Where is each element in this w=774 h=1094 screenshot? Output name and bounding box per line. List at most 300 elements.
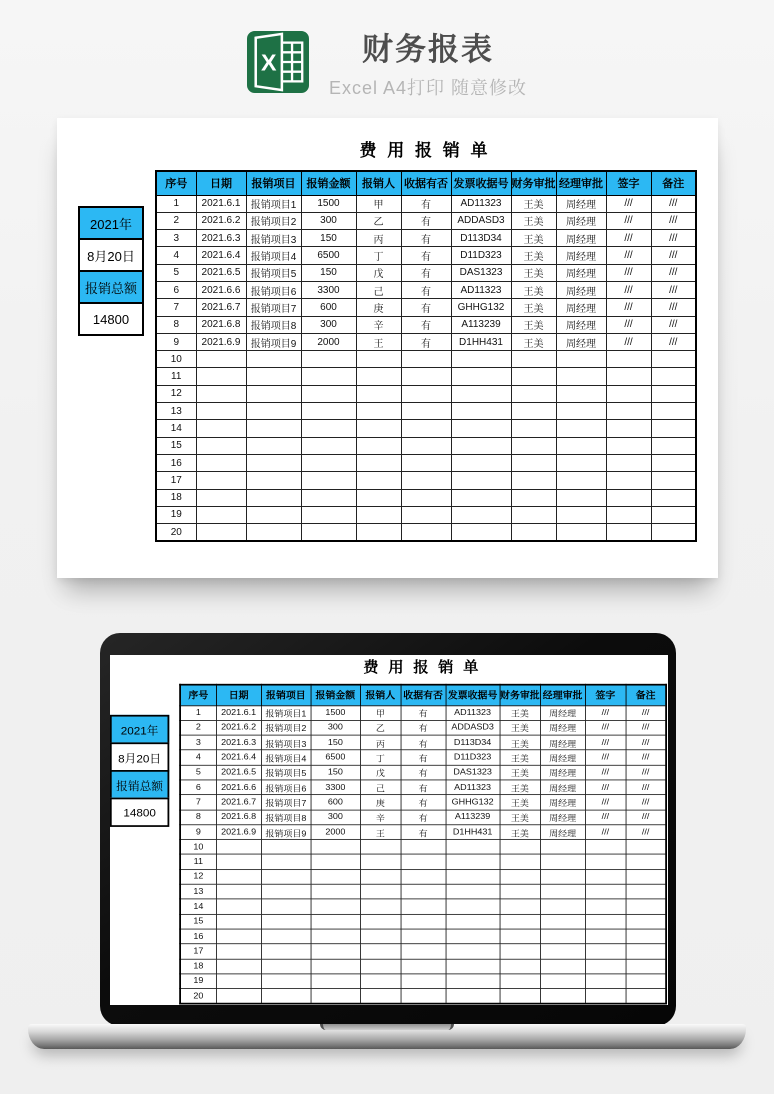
table-row (180, 810, 666, 825)
table-cell (301, 403, 356, 420)
table-cell: 戊 (356, 264, 401, 281)
table-cell: 有 (401, 705, 446, 720)
table-cell: 周经理 (556, 195, 606, 212)
table-cell (606, 368, 651, 385)
table-cell: /// (626, 735, 667, 750)
table-cell: 2000 (311, 825, 361, 840)
table-cell (626, 929, 667, 944)
table-cell: 17 (156, 472, 196, 489)
table-cell (216, 854, 261, 869)
table-cell (606, 385, 651, 402)
table-cell: /// (626, 810, 667, 825)
table-row (156, 368, 696, 385)
table-cell (401, 489, 451, 506)
table-cell: 15 (156, 437, 196, 454)
table-cell (196, 385, 246, 402)
table-cell (246, 437, 301, 454)
table-cell (246, 368, 301, 385)
column-header: 收据有否 (401, 171, 451, 195)
page-subtitle: Excel A4打印 随意修改 (328, 78, 528, 98)
table-cell (556, 472, 606, 489)
table-cell: 有 (401, 230, 451, 247)
table-cell: 有 (401, 212, 451, 229)
summary-panel (110, 715, 169, 827)
table-cell (556, 368, 606, 385)
table-cell (246, 351, 301, 368)
a4-sheet-preview (57, 118, 718, 578)
table-cell (246, 385, 301, 402)
table-cell: 1 (180, 705, 216, 720)
expense-table (179, 684, 667, 1005)
table-cell: /// (606, 195, 651, 212)
table-cell (511, 454, 556, 471)
table-cell (626, 944, 667, 959)
table-row (156, 489, 696, 506)
table-cell: 19 (156, 506, 196, 523)
table-cell: 150 (311, 765, 361, 780)
table-cell (585, 869, 626, 884)
table-cell: 300 (311, 810, 361, 825)
table-cell (556, 437, 606, 454)
table-cell (311, 840, 361, 855)
table-cell: 甲 (356, 195, 401, 212)
table-cell (356, 420, 401, 437)
table-cell: 4 (156, 247, 196, 264)
table-cell: 庚 (360, 795, 401, 810)
table-cell (246, 489, 301, 506)
table-cell (451, 437, 511, 454)
table-cell: 报销项目3 (246, 230, 301, 247)
table-cell (246, 506, 301, 523)
table-cell: 2021.6.2 (216, 720, 261, 735)
column-header: 经理审批 (556, 171, 606, 195)
table-cell (606, 437, 651, 454)
table-cell: 4 (180, 750, 216, 765)
table-cell (216, 914, 261, 929)
table-cell (401, 524, 451, 541)
table-cell: 600 (301, 299, 356, 316)
table-cell (401, 944, 446, 959)
table-cell (446, 929, 500, 944)
table-cell: 2021.6.8 (216, 810, 261, 825)
table-cell: /// (626, 765, 667, 780)
laptop-screen (110, 655, 668, 1005)
table-cell (585, 989, 626, 1004)
summary-panel (78, 206, 144, 336)
table-cell: 王美 (511, 299, 556, 316)
table-cell (401, 884, 446, 899)
table-cell (311, 944, 361, 959)
table-cell: 己 (356, 281, 401, 298)
table-cell (401, 472, 451, 489)
table-cell (301, 420, 356, 437)
table-cell (356, 472, 401, 489)
table-cell: 150 (301, 230, 356, 247)
table-cell (360, 899, 401, 914)
table-cell (500, 914, 541, 929)
table-cell (651, 489, 696, 506)
summary-cell: 14800 (110, 798, 169, 827)
table-cell: 周经理 (540, 765, 585, 780)
table-cell: 辛 (356, 316, 401, 333)
table-cell (585, 854, 626, 869)
table-cell (446, 840, 500, 855)
table-cell: /// (626, 825, 667, 840)
table-cell: /// (606, 333, 651, 350)
table-cell: 丙 (360, 735, 401, 750)
table-cell: 1 (156, 195, 196, 212)
table-cell: 12 (180, 869, 216, 884)
column-header: 报销项目 (246, 171, 301, 195)
table-cell: 2021.6.4 (216, 750, 261, 765)
page-header (0, 24, 774, 100)
table-cell (540, 914, 585, 929)
table-cell (360, 974, 401, 989)
table-cell (651, 506, 696, 523)
table-cell (301, 489, 356, 506)
table-cell (301, 506, 356, 523)
table-cell: 8 (156, 316, 196, 333)
table-cell: 19 (180, 974, 216, 989)
table-cell: 14 (180, 899, 216, 914)
table-cell: 戊 (360, 765, 401, 780)
table-cell: 周经理 (556, 299, 606, 316)
table-cell (216, 974, 261, 989)
table-cell (301, 368, 356, 385)
table-cell (446, 914, 500, 929)
table-cell: 有 (401, 810, 446, 825)
column-header: 日期 (196, 171, 246, 195)
table-cell (360, 944, 401, 959)
table-cell: 2 (156, 212, 196, 229)
table-cell: /// (606, 299, 651, 316)
table-cell (311, 989, 361, 1004)
table-cell: /// (585, 795, 626, 810)
table-cell: 有 (401, 825, 446, 840)
table-cell (311, 959, 361, 974)
table-cell (556, 385, 606, 402)
table-cell (451, 385, 511, 402)
table-cell: 王美 (500, 720, 541, 735)
table-cell: 周经理 (556, 316, 606, 333)
table-cell (500, 989, 541, 1004)
column-header: 报销金额 (311, 685, 361, 706)
table-cell (311, 899, 361, 914)
table-cell: 王美 (500, 825, 541, 840)
table-cell (451, 403, 511, 420)
table-cell: 2021.6.8 (196, 316, 246, 333)
table-cell (626, 869, 667, 884)
table-row (156, 472, 696, 489)
table-row (180, 735, 666, 750)
table-cell (606, 454, 651, 471)
table-cell: 周经理 (556, 333, 606, 350)
table-cell: 2021.6.1 (216, 705, 261, 720)
table-cell (651, 403, 696, 420)
table-cell: 6 (180, 780, 216, 795)
table-cell (556, 524, 606, 541)
table-cell (500, 974, 541, 989)
table-cell: 13 (180, 884, 216, 899)
table-cell: 18 (180, 959, 216, 974)
table-cell: 乙 (356, 212, 401, 229)
table-cell: 王美 (511, 195, 556, 212)
table-cell (401, 899, 446, 914)
table-cell (540, 974, 585, 989)
table-cell: 报销项目5 (246, 264, 301, 281)
table-cell (606, 420, 651, 437)
table-cell (626, 989, 667, 1004)
table-cell (216, 929, 261, 944)
table-cell: 9 (180, 825, 216, 840)
table-cell (585, 959, 626, 974)
table-cell (401, 929, 446, 944)
table-cell (500, 929, 541, 944)
table-cell (261, 989, 311, 1004)
table-cell: 王美 (511, 281, 556, 298)
table-cell: /// (606, 281, 651, 298)
table-cell (360, 989, 401, 1004)
table-cell: 报销项目8 (246, 316, 301, 333)
table-cell: DAS1323 (446, 765, 500, 780)
table-row (156, 420, 696, 437)
table-cell (626, 899, 667, 914)
table-cell (446, 944, 500, 959)
table-cell: 报销项目8 (261, 810, 311, 825)
table-cell (216, 899, 261, 914)
table-cell: 报销项目1 (261, 705, 311, 720)
table-cell: 庚 (356, 299, 401, 316)
table-cell (511, 385, 556, 402)
table-cell (540, 929, 585, 944)
laptop-base (28, 1024, 746, 1049)
table-cell (585, 914, 626, 929)
table-cell: 王美 (500, 795, 541, 810)
table-cell: 辛 (360, 810, 401, 825)
table-cell: D11D323 (446, 750, 500, 765)
table-cell: A113239 (446, 810, 500, 825)
table-cell (301, 351, 356, 368)
table-cell (401, 420, 451, 437)
table-cell: 报销项目6 (246, 281, 301, 298)
table-row (156, 351, 696, 368)
table-cell (651, 420, 696, 437)
header-row (156, 171, 696, 195)
table-cell: 有 (401, 795, 446, 810)
table-row (180, 989, 666, 1004)
table-row (180, 780, 666, 795)
table-cell (540, 959, 585, 974)
table-cell: 报销项目3 (261, 735, 311, 750)
table-cell: 周经理 (556, 230, 606, 247)
table-cell: 王 (356, 333, 401, 350)
table-cell (401, 403, 451, 420)
table-cell: 16 (156, 454, 196, 471)
column-header: 报销金额 (301, 171, 356, 195)
column-header: 报销人 (360, 685, 401, 706)
table-cell (500, 840, 541, 855)
table-cell (585, 944, 626, 959)
table-cell (401, 385, 451, 402)
table-cell (451, 368, 511, 385)
table-cell: 周经理 (540, 705, 585, 720)
table-cell: 2000 (301, 333, 356, 350)
table-cell (556, 351, 606, 368)
table-cell (261, 914, 311, 929)
table-row (156, 333, 696, 350)
table-row (180, 869, 666, 884)
table-cell (540, 869, 585, 884)
table-row (156, 403, 696, 420)
table-cell: 有 (401, 316, 451, 333)
table-cell: 周经理 (556, 264, 606, 281)
table-cell: 王美 (500, 750, 541, 765)
table-cell: A113239 (451, 316, 511, 333)
table-cell (606, 403, 651, 420)
table-cell: 5 (180, 765, 216, 780)
table-cell (500, 959, 541, 974)
table-cell (540, 854, 585, 869)
table-cell: 周经理 (540, 810, 585, 825)
table-cell (446, 854, 500, 869)
table-cell (360, 869, 401, 884)
table-row (180, 899, 666, 914)
table-row (156, 264, 696, 281)
table-cell (301, 437, 356, 454)
table-cell: 己 (360, 780, 401, 795)
table-row (156, 281, 696, 298)
table-cell: ADDASD3 (446, 720, 500, 735)
table-row (156, 524, 696, 541)
table-cell (356, 385, 401, 402)
table-cell (626, 959, 667, 974)
table-cell (246, 454, 301, 471)
table-cell: 报销项目2 (246, 212, 301, 229)
table-cell: 甲 (360, 705, 401, 720)
table-cell (626, 840, 667, 855)
table-cell (451, 472, 511, 489)
column-header: 签字 (585, 685, 626, 706)
table-cell (540, 884, 585, 899)
table-row (180, 825, 666, 840)
table-cell (196, 524, 246, 541)
table-cell: 7 (180, 795, 216, 810)
table-cell: 王美 (500, 735, 541, 750)
summary-cell: 2021年 (110, 715, 169, 744)
table-cell (451, 506, 511, 523)
table-cell (500, 899, 541, 914)
table-cell: D113D34 (446, 735, 500, 750)
table-cell: 7 (156, 299, 196, 316)
table-row (180, 765, 666, 780)
table-cell: 报销项目6 (261, 780, 311, 795)
table-cell: 2021.6.7 (196, 299, 246, 316)
table-cell (446, 899, 500, 914)
table-cell: /// (651, 281, 696, 298)
table-cell: 有 (401, 281, 451, 298)
table-cell: 3 (156, 230, 196, 247)
table-cell: 6500 (301, 247, 356, 264)
table-cell (511, 489, 556, 506)
table-cell: /// (585, 750, 626, 765)
table-cell: 周经理 (540, 720, 585, 735)
summary-cell: 报销总额 (110, 770, 169, 799)
table-cell (511, 351, 556, 368)
table-cell: /// (626, 795, 667, 810)
table-row (156, 437, 696, 454)
column-header: 签字 (606, 171, 651, 195)
table-cell: 有 (401, 780, 446, 795)
table-cell (360, 959, 401, 974)
table-row (180, 840, 666, 855)
table-cell (216, 989, 261, 1004)
table-cell (246, 472, 301, 489)
table-cell: /// (606, 230, 651, 247)
table-cell (196, 368, 246, 385)
table-cell (356, 368, 401, 385)
table-cell: 13 (156, 403, 196, 420)
table-cell (651, 351, 696, 368)
table-cell: 300 (311, 720, 361, 735)
table-cell (401, 989, 446, 1004)
table-cell: 有 (401, 750, 446, 765)
table-cell (301, 385, 356, 402)
table-cell: 报销项目9 (246, 333, 301, 350)
table-row (180, 974, 666, 989)
table-cell: 丁 (356, 247, 401, 264)
table-cell (216, 840, 261, 855)
column-header: 经理审批 (540, 685, 585, 706)
table-cell: 报销项目7 (261, 795, 311, 810)
column-header: 日期 (216, 685, 261, 706)
table-cell (651, 368, 696, 385)
column-header: 财务审批 (511, 171, 556, 195)
table-cell (261, 944, 311, 959)
laptop-notch (320, 1024, 454, 1030)
table-cell: 300 (301, 316, 356, 333)
table-cell (540, 944, 585, 959)
table-row (156, 212, 696, 229)
table-cell: 周经理 (540, 750, 585, 765)
document-title: 费 用 报 销 单 (359, 141, 491, 160)
expense-table (155, 170, 697, 542)
table-row (156, 230, 696, 247)
table-cell: 3300 (311, 780, 361, 795)
table-cell: 2021.6.3 (196, 230, 246, 247)
table-cell: 2 (180, 720, 216, 735)
table-cell (651, 385, 696, 402)
table-cell (446, 974, 500, 989)
table-cell (401, 454, 451, 471)
table-cell: 王美 (511, 333, 556, 350)
table-cell: 3300 (301, 281, 356, 298)
table-row (180, 929, 666, 944)
table-cell: 11 (180, 854, 216, 869)
table-cell: /// (585, 810, 626, 825)
excel-icon-letter: X (261, 49, 277, 76)
table-row (180, 705, 666, 720)
table-cell: 丙 (356, 230, 401, 247)
table-cell (356, 489, 401, 506)
table-cell (500, 869, 541, 884)
table-cell (556, 454, 606, 471)
table-cell: /// (626, 780, 667, 795)
table-cell (401, 974, 446, 989)
table-cell: 10 (180, 840, 216, 855)
table-cell: 报销项目1 (246, 195, 301, 212)
table-cell: 9 (156, 333, 196, 350)
expense-document-mini (110, 655, 665, 1005)
